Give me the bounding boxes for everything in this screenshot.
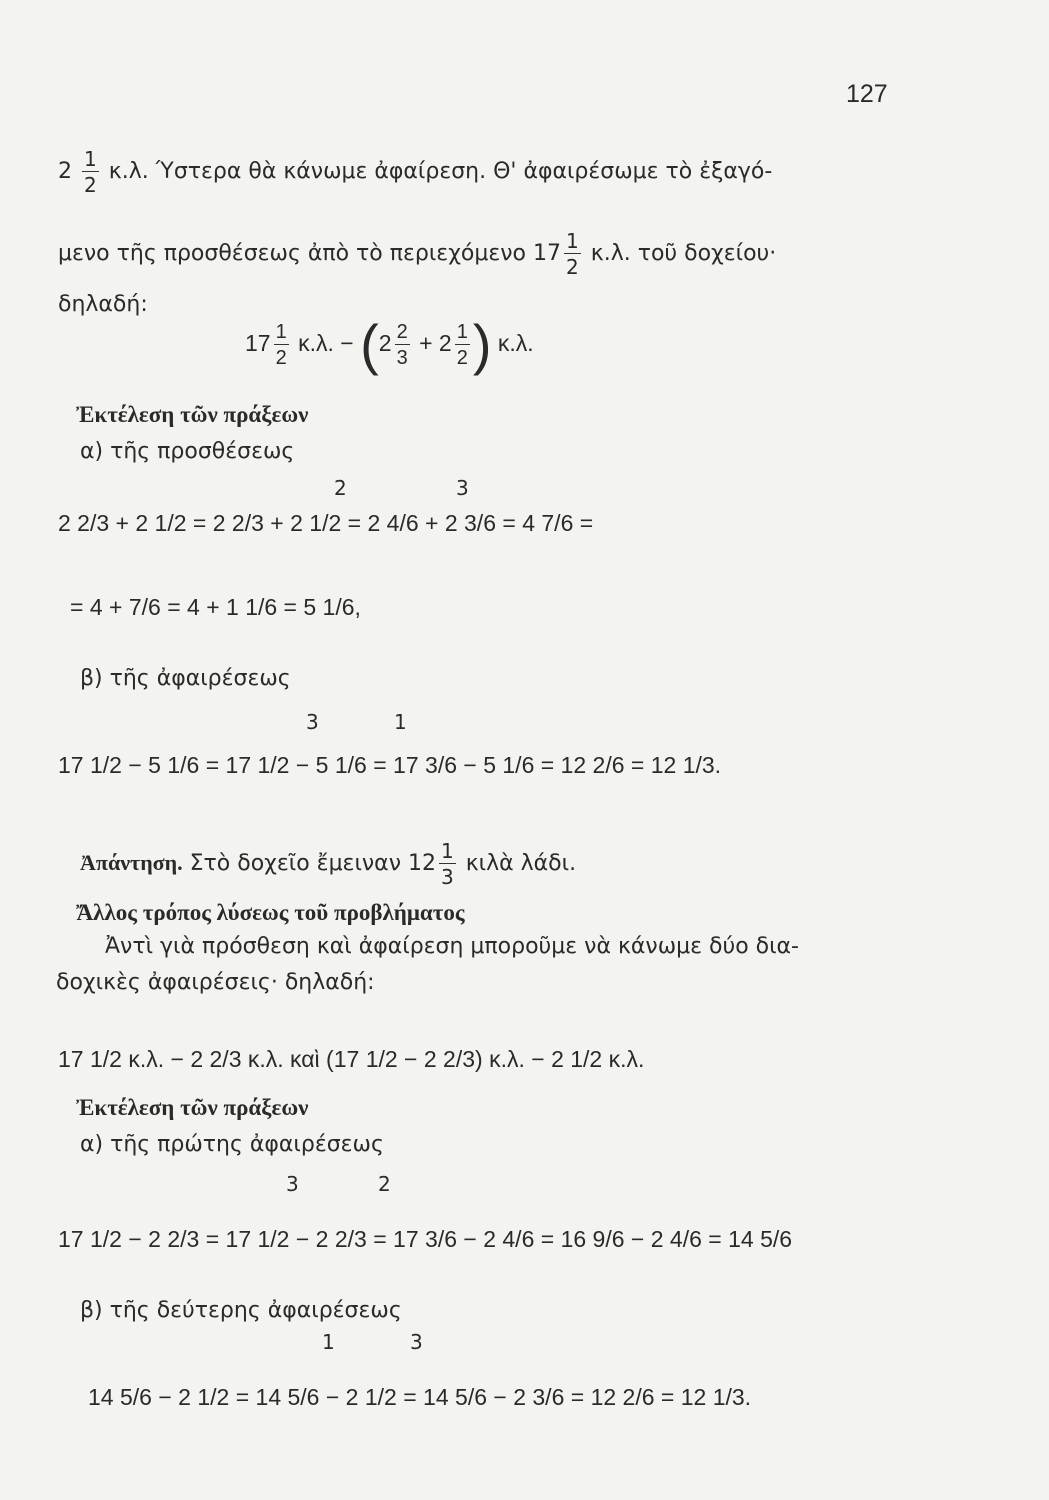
intro-line-3: δηλαδή: <box>58 292 148 317</box>
multiplier-mark: 3 <box>456 476 469 500</box>
mixed-whole: 17 <box>533 241 561 266</box>
intro-line-1 <box>58 148 772 196</box>
intro-line-2 <box>58 230 776 278</box>
multiplier-mark: 2 <box>378 1172 391 1196</box>
mixed-whole: 2 <box>58 159 72 184</box>
fraction: $\frac{1}{3}$ <box>440 839 454 889</box>
multiplier-mark: 3 <box>410 1330 423 1354</box>
sub-label-b: β) τῆς δεύτερης ἀφαιρέσεως <box>80 1298 402 1323</box>
multiplier-mark: 3 <box>306 710 319 734</box>
second-subtraction-line: 14 5/6 − 2 1/2 = 14 5/6 − 2 1/2 = 14 5/6 − 2 3/6 = 12 2/6 = 12 1/3. <box>88 1384 752 1410</box>
multiplier-mark: 1 <box>322 1330 335 1354</box>
multiplier-mark: 1 <box>394 710 407 734</box>
multiplier-mark: 2 <box>334 476 347 500</box>
intro-text-2b: κ.λ. τοῦ δοχείου· <box>590 241 777 266</box>
addition-line-1: 2 2/3 + 2 1/2 = 2 2/3 + 2 1/2 = 2 4/6 + 2 3/6 = 4 7/6 = <box>58 510 594 536</box>
section-heading: Ἄλλος τρόπος λύσεως τοῦ προβλήματος <box>76 900 465 925</box>
fraction: $\frac{2}{3}$ <box>396 321 408 369</box>
answer-label: Ἀπάντηση. <box>80 850 183 875</box>
answer-line: Ἀπάντηση. Στὸ δοχεῖο ἔμειναν 12 $\frac{1}{3}$ κιλὰ λάδι. <box>80 839 577 889</box>
fraction: $\frac{1}{2}$ <box>275 321 287 369</box>
subtraction-line: 17 1/2 − 5 1/6 = 17 1/2 − 5 1/6 = 17 3/6 − 5 1/6 = 12 2/6 = 12 1/3. <box>58 752 722 778</box>
addition-line-2: = 4 + 7/6 = 4 + 1 1/6 = 5 1/6, <box>70 594 361 620</box>
fraction: $\frac{1}{2}$ <box>566 229 579 279</box>
first-subtraction-line: 17 1/2 − 2 2/3 = 17 1/2 − 2 2/3 = 17 3/6 − 2 4/6 = 16 9/6 − 2 4/6 = 14 5/6 <box>58 1226 793 1252</box>
sub-label-a: α) τῆς προσθέσεως <box>80 439 295 464</box>
intro-text-2a: μενο τῆς προσθέσεως ἀπὸ τὸ περιεχόμενο <box>58 241 526 266</box>
paragraph-line: Ἀντὶ γιὰ πρόσθεση καὶ ἀφαίρεση μποροῦμε νὰ κάνωμε δύο δια- <box>105 934 799 959</box>
alternative-expression: 17 1/2 κ.λ. − 2 2/3 κ.λ. καὶ (17 1/2 − 2 2/3) κ.λ. − 2 1/2 κ.λ. <box>58 1046 645 1072</box>
multiplier-mark: 3 <box>286 1172 299 1196</box>
sub-label-b: β) τῆς ἀφαιρέσεως <box>80 666 291 691</box>
fraction: $\frac{1}{2}$ <box>84 147 97 197</box>
sub-label-a: α) τῆς πρώτης ἀφαιρέσεως <box>80 1132 384 1157</box>
setup-expression: 17 $\frac{1}{2}$ κ.λ. − (2 $\frac{2}{3}$ + 2 $\frac{1}{2}$ ) κ.λ. <box>245 313 534 376</box>
section-heading: Ἐκτέλεση τῶν πράξεων <box>76 402 309 427</box>
page-number: 127 <box>846 80 888 108</box>
left-paren: ( <box>360 313 379 376</box>
right-paren: ) <box>472 313 492 376</box>
intro-text-1: κ.λ. Ύστερα θὰ κάνωμε ἀφαίρεση. Θ' ἀφαιρέσωμε τὸ ἐξαγό- <box>108 159 773 184</box>
section-heading: Ἐκτέλεση τῶν πράξεων <box>76 1095 309 1120</box>
fraction: $\frac{1}{2}$ <box>456 321 468 369</box>
paragraph-line: δοχικὲς ἀφαιρέσεις· δηλαδή: <box>56 970 375 995</box>
